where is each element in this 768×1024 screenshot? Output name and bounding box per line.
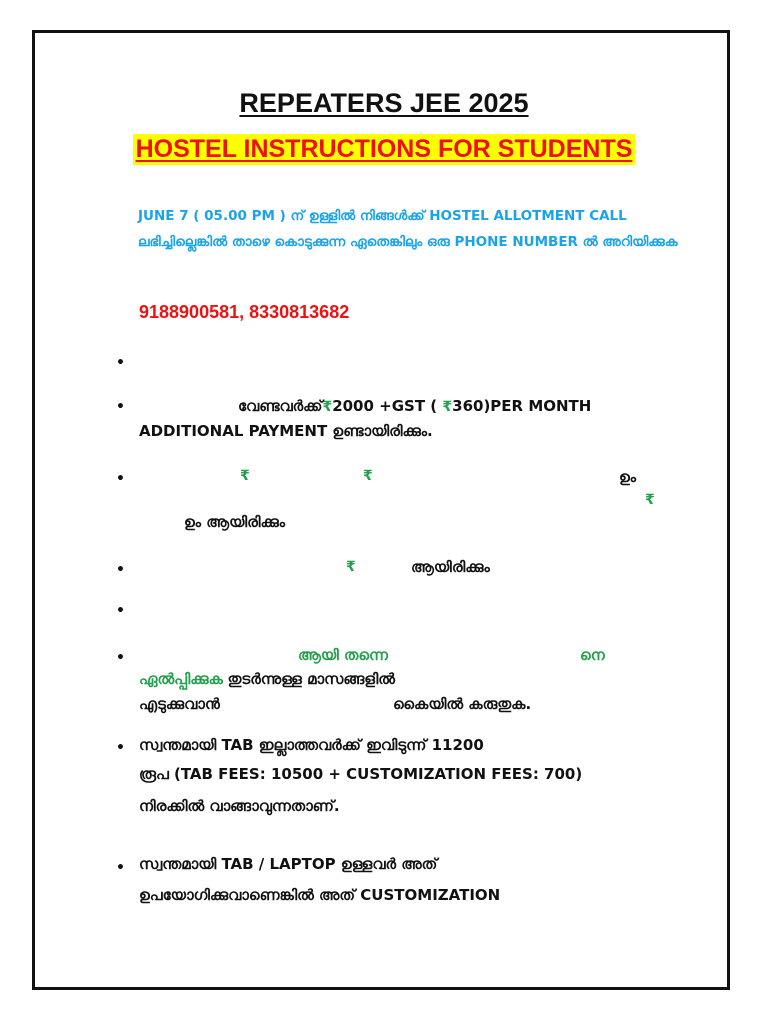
rupee-icon: ₹ — [240, 468, 250, 484]
rupee-icon: ₹ — [363, 468, 373, 484]
bullet-6-line-3a: എടുക്കുവാൻ — [139, 695, 220, 713]
bullet-8-line-2: ഉപയോഗിക്കുവാണെങ്കിൽ അത് CUSTOMIZATION — [139, 886, 501, 904]
bullet-2-line-2: ADDITIONAL PAYMENT ഉണ്ടായിരിക്കും. — [139, 422, 433, 440]
page-title: REPEATERS JEE 2025 — [239, 88, 529, 118]
bullet-4-dot: • — [116, 562, 125, 578]
bullet-7-line-1: സ്വന്തമായി TAB ഇല്ലാത്തവർക്ക് ഇവിടുന്ന് 11200 — [139, 736, 484, 754]
bullet-4-text: ആയിരിക്കും — [411, 558, 490, 576]
bullet-3-line-2: ഉം ആയിരിക്കും — [184, 513, 286, 531]
bullet-7-dot: • — [116, 740, 125, 756]
bullet-1-dot: • — [116, 355, 125, 371]
bullet-2-gst: 360)PER MONTH — [452, 397, 592, 415]
bullet-7-line-2: രൂപ (TAB FEES: 10500 + CUSTOMIZATION FEES: 700) — [139, 765, 583, 783]
page-subtitle: HOSTEL INSTRUCTIONS FOR STUDENTS — [133, 134, 636, 165]
bullet-6-line-2-text: തുടർന്നുള്ള മാസങ്ങളിൽ — [227, 670, 395, 688]
bullet-6-line-3b: കൈയിൽ കരുതുക. — [393, 695, 532, 713]
bullet-2-dot: • — [116, 399, 125, 415]
bullet-8-line-1: സ്വന്തമായി TAB / LAPTOP ഉള്ളവർ അത് — [139, 855, 438, 873]
bullet-7-line-3: നിരക്കിൽ വാങ്ങാവുന്നതാണ്. — [139, 797, 340, 815]
phone-numbers: 9188900581, 8330813682 — [139, 302, 350, 322]
bullet-6-green-3: ഏൽപ്പിക്കുക — [139, 670, 223, 688]
subtitle-row — [0, 134, 768, 165]
rupee-icon: ₹ — [442, 399, 453, 415]
bullet-3-um: ഉം — [619, 468, 637, 486]
bullet-2-text: വേണ്ടവർക്ക് — [238, 397, 323, 415]
bullet-5-dot: • — [116, 603, 125, 619]
allotment-notice: JUNE 7 ( 05.00 PM ) ന് ഉള്ളിൽ നിങ്ങൾക്ക് HOSTEL ALLOTMENT CALL ലഭിച്ചില്ലെങ്കിൽ താഴെ കൊടുക്കുന്ന ഏതെങ്കിലും ഒരു PHONE NUMBER ൽ അറിയിക്കുക — [138, 208, 678, 250]
bullet-2-amount: 2000 +GST ( — [332, 397, 438, 415]
bullet-6-dot: • — [116, 650, 125, 666]
rupee-icon: ₹ — [645, 492, 655, 508]
page-border — [32, 30, 730, 990]
bullet-2-line-1 — [238, 397, 591, 415]
bullet-6-green-1: ആയി തന്നെ — [298, 646, 388, 664]
rupee-icon: ₹ — [322, 399, 333, 415]
bullet-6-line-2 — [139, 670, 395, 688]
bullet-3-dot: • — [116, 471, 125, 487]
bullet-8-dot: • — [116, 860, 125, 876]
bullet-6-green-2: നെ — [580, 646, 605, 664]
rupee-icon: ₹ — [346, 559, 356, 575]
